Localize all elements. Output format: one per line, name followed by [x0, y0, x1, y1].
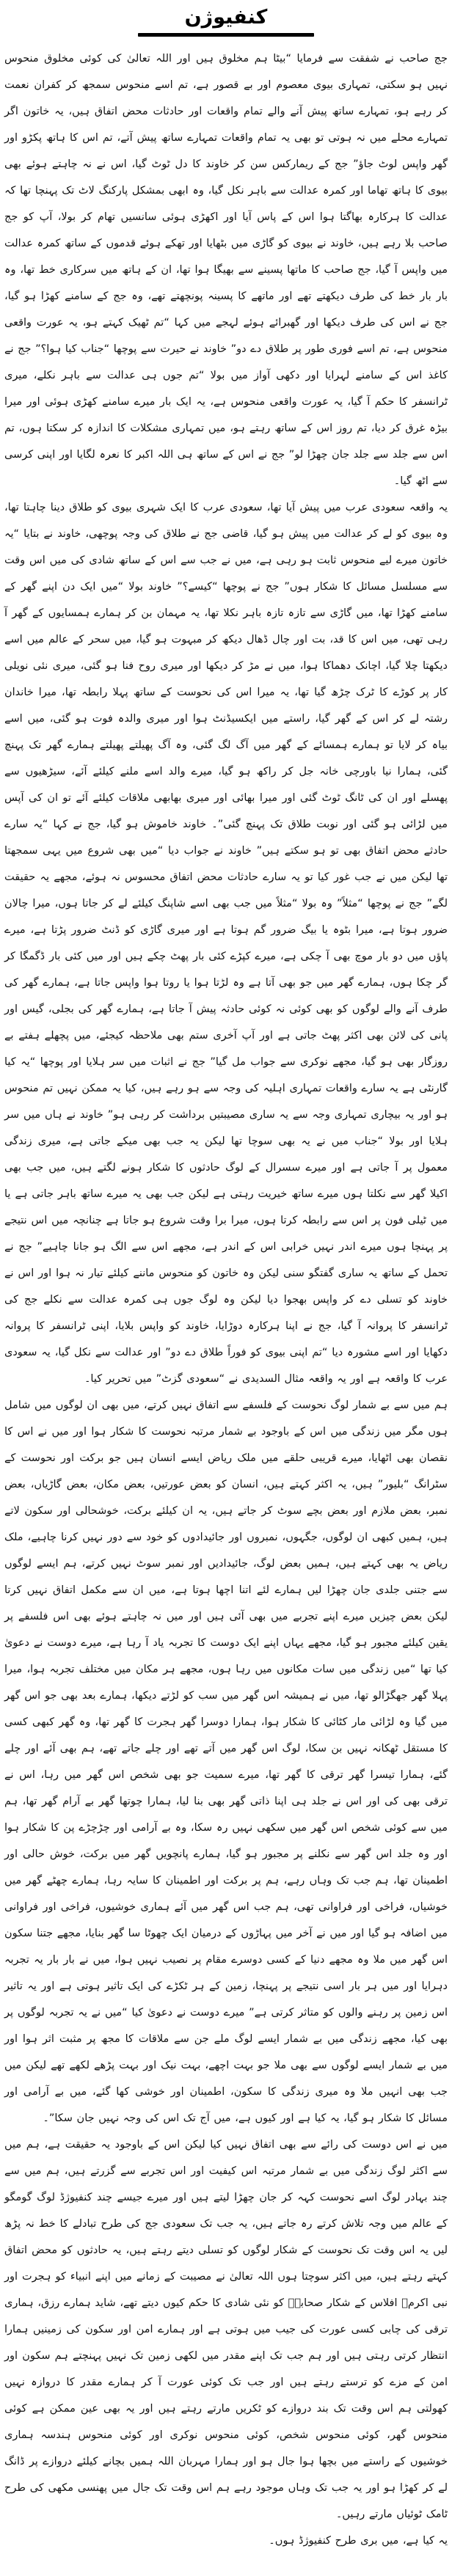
- article-paragraph-1: جج صاحب نے شفقت سے فرمایا “بیٹا ہم مخلوق ہیں اور اللہ تعالیٰ کی کوئی مخلوق منحوس نہیں ہو سکتی، تمہاری بیوی معصوم اور بے قصور ہے، تم اسے منحوس سمجھ کر کفران نعمت کر رہے ہو، تمہارے ساتھ پیش آنے والے تمام واقعات اور حادثات محض اتفاق ہیں، یہ خاتون اگر تمہارے محلے میں نہ ہوتی تو بھی یہ تمام واقعات تمہارے ساتھ پیش آتے، تم اس کا ہاتھ پکڑو اور گھر واپس لوٹ جاؤ” جج کے ریمارکس سن کر خاوند کا دل ٹوٹ گیا، اس نے نہ چاہتے ہوئے بھی بیوی کا ہاتھ تھاما اور کمرہ عدالت سے باہر نکل گیا، وہ ابھی بمشکل پارکنگ لاٹ تک پہنچا تھا کہ عدالت کا ہرکارہ بھاگتا ہوا اس کے پاس آیا اور اکھڑی ہوئی سانسیں تھام کر بولا، آپ کو جج صاحب بلا رہے ہیں، خاوند نے بیوی کو گاڑی میں بٹھایا اور تھکے ہوئے قدموں کے ساتھ کمرہ عدالت میں واپس آ گیا، جج صاحب کا ماتھا پسینے سے بھیگا ہوا تھا، ان کے ہاتھ میں سرکاری خط تھا، وہ بار بار خط کی طرف دیکھتے تھے اور ماتھے کا پسینہ پونچھتے تھے، وہ جج کے سامنے کھڑا ہو گیا، جج نے اس کی طرف دیکھا اور گھبرائے ہوئے لہجے میں کہا “تم ٹھیک کہتے ہو، یہ عورت واقعی منحوس ہے، تم اسے فوری طور پر طلاق دے دو” خاوند نے حیرت سے پوچھا “جناب کیا ہوا؟” جج نے کاغذ اس کے سامنے لہرایا اور دکھی آواز میں بولا “تم جوں ہی عدالت سے باہر نکلے، میری ٹرانسفر کا حکم آ گیا، یہ عورت واقعی منحوس ہے، یہ ایک بار میرے سامنے کھڑی ہوئی اور میرا بیڑہ غرق کر دیا، تم روز اس کے ساتھ رہتے ہو، میں تمہاری مشکلات کا اندازہ کر سکتا ہوں، تم اس سے جلد سے جلد جان چھڑا لو” جج نے اس کے ساتھ ہی اللہ اکبر کا نعرہ لگایا اور اپنی کرسی سے اٹھ گیا۔: [4, 53, 448, 488]
- article-paragraph-3: ہم میں سے بے شمار لوگ نحوست کے فلسفے سے اتفاق نہیں کرتے، میں بھی ان لوگوں میں شامل ہوں مگر میں زندگی میں اس کے باوجود بے شمار مرتبہ نحوست کا شکار ہوا اور میں نے اس کا نقصان بھی اٹھایا، میرے قریبی حلقے میں ملک ریاض ایسے انسان ہیں جو برکت اور نحوست کے سٹرانگ “بلیور” ہیں، یہ اکثر کہتے ہیں، انسان کو بعض عورتیں، بعض مکان، بعض گاڑیاں، بعض نمبر، بعض ملازم اور بعض بچے سوٹ کر جاتے ہیں، یہ ان کیلئے برکت، خوشحالی اور سکون لاتے ہیں، ہمیں کبھی ان لوگوں، جگہوں، نمبروں اور جائیدادوں کو خود سے دور نہیں کرنا چاہیے، ملک ریاض یہ بھی کہتے ہیں، ہمیں بعض لوگ، جائیدادیں اور نمبر سوٹ نہیں کرتے، ہم ایسے لوگوں سے جتنی جلدی جان چھڑا لیں ہمارے لئے اتنا اچھا ہوتا ہے، میں ان سے مکمل اتفاق نہیں کرتا لیکن بعض چیزیں میرے اپنے تجربے میں بھی آئی ہیں اور میں نہ چاہتے ہوئے بھی اس فلسفے پر یقین کیلئے مجبور ہو گیا، مجھے یہاں اپنے ایک دوست کا تجربہ یاد آ رہا ہے، میرے دوست نے دعویٰ کیا تھا “میں زندگی میں سات مکانوں میں رہا ہوں، مجھے ہر مکان میں مختلف تجربہ ہوا، میرا پہلا گھر جھگڑالو تھا، میں نے ہمیشہ اس گھر میں سب کو لڑتے دیکھا، ہمارے بعد بھی جو اس گھر میں گیا وہ لڑائی مار کٹائی کا شکار ہوا، ہمارا دوسرا گھر ہجرت کا گھر تھا، وہ گھر کبھی کسی کا مستقل ٹھکانہ نہیں بن سکا، لوگ اس گھر میں آتے تھے اور چلے جاتے تھے، ہم بھی آئے اور چلے گئے، ہمارا تیسرا گھر ترقی کا گھر تھا، میرے سمیت جو بھی شخص اس گھر میں رہا، اس نے ترقی بھی کی اور اس نے جلد ہی اپنا ذاتی گھر بھی بنا لیا، ہمارا چوتھا گھر بے آرام گھر تھا، ہم میں سے کوئی شخص اس گھر میں سکھی نہیں رہ سکا، وہ بے آرامی اور چڑچڑے پن کا شکار ہوا اور وہ جلد اس گھر سے نکلنے پر مجبور ہو گیا، ہمارے پانچویں گھر میں برکت، خوش حالی اور اطمینان تھا، ہم جب تک وہاں رہے، ہم پر برکت اور اطمینان کا سایہ رہا، ہمارے چھٹے گھر میں خوشیاں، فراخی اور فراوانی تھی، ہم جب اس گھر میں آئے ہماری خوشیوں، فراخی اور فراوانی میں اضافہ ہو گیا اور میں نے آخر میں پہاڑوں کے درمیان ایک چھوٹا سا گھر بنایا، مجھے جتنا سکون اس گھر میں ملا وہ مجھے دنیا کے کسی دوسرے مقام پر نصیب نہیں ہوا، میں نے بار بار یہ تجربہ دہرایا اور میں ہر بار اسی نتیجے پر پہنچا، زمین کے ہر ٹکڑے کی ایک تاثیر ہوتی ہے اور یہ تاثیر اس زمین پر رہنے والوں کو متاثر کرتی ہے” میرے دوست نے دعویٰ کیا “میں نے یہ تجربہ لوگوں پر بھی کیا، مجھے زندگی میں بے شمار ایسے لوگ ملے جن سے ملاقات کا مجھ پر مثبت اثر ہوا اور میں بے شمار ایسے لوگوں سے بھی ملا جو بہت اچھے، بہت نیک اور بہت پڑھے لکھے تھے لیکن میں جب بھی انہیں ملا وہ میری زندگی کا سکون، اطمینان اور خوشی کھا گئے، میں بے آرامی اور مسائل کا شکار ہو گیا، یہ کیا ہے اور کیوں ہے، میں آج تک اس کی وجہ نہیں جان سکا”۔: [4, 1399, 448, 2125]
- title-divider: [138, 33, 314, 37]
- article-header: [4, 4, 448, 37]
- article-paragraph-5: یہ کیا ہے، میں بری طرح کنفیوژڈ ہوں۔: [269, 2535, 448, 2547]
- article-body: [4, 45, 448, 2554]
- article-paragraph-2: یہ واقعہ سعودی عرب میں پیش آیا تھا، سعودی عرب کا ایک شہری بیوی کو طلاق دینا چاہتا تھا، وہ بیوی کو لے کر عدالت میں پیش ہو گیا، قاضی جج نے طلاق کی وجہ پوچھی، خاوند نے بتایا “یہ خاتون میرے لیے منحوس ثابت ہو رہی ہے، میں نے جب سے اس کے ساتھ شادی کی میں اس وقت سے مسلسل مسائل کا شکار ہوں” جج نے پوچھا “کیسے؟” خاوند بولا “میں ایک دن اپنے گھر کے سامنے کھڑا تھا، میں گاڑی سے تازہ تازہ باہر نکلا تھا، یہ مہمان بن کر ہمارے ہمسایوں کے گھر آ رہی تھی، میں اس کا قد، بت اور چال ڈھال دیکھ کر مبہوت ہو گیا، میں سحر کے عالم میں اسے دیکھتا چلا گیا، اچانک دھماکا ہوا، میں نے مڑ کر دیکھا اور میری روح فنا ہو گئی، میری نئی نویلی کار پر کوڑے کا ٹرک چڑھ گیا تھا، یہ میرا اس کی نحوست کے ساتھ پہلا رابطہ تھا، میرا خاندان رشتہ لے کر اس کے گھر گیا، راستے میں ایکسیڈنٹ ہوا اور میری والدہ فوت ہو گئی، میں اسے بیاہ کر لایا تو ہمارے ہمسائے کے گھر میں آگ لگ گئی، وہ آگ پھیلتے پھیلتے ہمارے گھر تک پہنچ گئی، ہمارا نیا باورچی خانہ جل کر راکھ ہو گیا، میرے والد اسے ملنے کیلئے آئے، سیڑھیوں سے پھسلے اور ان کی ٹانگ ٹوٹ گئی اور میرا بھائی اور میری بھابھی ملاقات کیلئے آئے تو ان کی آپس میں لڑائی ہو گئی اور نوبت طلاق تک پہنچ گئی”۔ خاوند خاموش ہو گیا، جج نے کہا “یہ سارے حادثے محض اتفاق بھی تو ہو سکتے ہیں” خاوند نے جواب دیا “میں بھی شروع میں یہی سمجھتا تھا لیکن میں نے جب غور کیا تو یہ سارے حادثات محض اتفاق محسوس نہ ہوئے، مجھے یہ حقیقت لگے” جج نے پوچھا “مثلاً” وہ بولا “مثلاً میں جب بھی اسے شاپنگ کیلئے لے کر جاتا ہوں، میرا چالان ضرور ہوتا ہے، میرا بٹوہ یا بیگ ضرور گم ہوتا ہے اور میری گاڑی کو ڈنٹ ضرور پڑتا ہے، میرے پاؤں میں دو بار موچ بھی آ چکی ہے، میرے کپڑے کئی بار پھٹ چکے ہیں اور میں کئی بار ڈگمگا کر گر چکا ہوں، ہمارے گھر میں جو بھی آتا ہے وہ لڑتا ہوا یا روتا ہوا واپس جاتا ہے، ہمارے گھر کی طرف آنے والے لوگوں کو بھی کوئی نہ کوئی حادثہ پیش آ جاتا ہے، ہمارے گھر کی بجلی، گیس اور پانی کی لائن بھی اکثر پھٹ جاتی ہے اور آپ آخری ستم بھی ملاحظہ کیجئے، میں پچھلے ہفتے بے روزگار بھی ہو گیا، مجھے نوکری سے جواب مل گیا” جج نے اثبات میں سر ہلایا اور پوچھا “یہ کیا گارنٹی ہے یہ سارے واقعات تمہاری اہلیہ کی وجہ سے ہو رہے ہیں، کیا یہ ممکن نہیں تم منحوس ہو اور یہ بیچاری تمہاری وجہ سے یہ ساری مصیبتیں برداشت کر رہی ہو” خاوند نے ہاں میں سر ہلایا اور بولا “جناب میں نے یہ بھی سوچا تھا لیکن یہ جب بھی میکے جاتی ہے، میری زندگی معمول پر آ جاتی ہے اور میرے سسرال کے لوگ حادثوں کا شکار ہونے لگتے ہیں، میں جب بھی اکیلا گھر سے نکلتا ہوں میرے ساتھ خیریت رہتی ہے لیکن جب بھی یہ میرے ساتھ باہر جاتی ہے یا میں ٹیلی فون پر اس سے رابطہ کرتا ہوں، میرا برا وقت شروع ہو جاتا ہے چنانچہ میں اس نتیجے پر پہنچا ہوں میرے اندر نہیں خرابی اس کے اندر ہے، مجھے اس سے الگ ہو جانا چاہیے” جج نے تحمل کے ساتھ یہ ساری گفتگو سنی لیکن وہ خاتون کو منحوس ماننے کیلئے تیار نہ ہوا اور اس نے خاوند کو تسلی دے کر واپس بھجوا دیا لیکن وہ لوگ جوں ہی کمرہ عدالت سے نکلے جج کی ٹرانسفر کا پروانہ آ گیا، جج نے اپنا ہرکارہ دوڑایا، خاوند کو واپس بلایا، اپنی ٹرانسفر کا پروانہ دکھایا اور اسے مشورہ دیا “تم اپنی بیوی کو فوراً طلاق دے دو” اور عدالت سے نکل گیا، یہ سعودی عرب کا واقعہ ہے اور یہ واقعہ مثال السدیدی نے “سعودی گزٹ” میں تحریر کیا۔: [4, 502, 448, 1386]
- article-paragraph-4: میں نے اس دوست کی رائے سے بھی اتفاق نہیں کیا لیکن اس کے باوجود یہ حقیقت ہے، ہم میں سے اکثر لوگ زندگی میں بے شمار مرتبہ اس کیفیت اور اس تجربے سے گزرتے ہیں، ہم میں سے چند بہادر لوگ اسے نحوست کہہ کر جان چھڑا لیتے ہیں اور میرے جیسے چند کنفیوژڈ لوگ گومگو کے عالم میں وجہ تلاش کرتے رہ جاتے ہیں، یہ جب تک سعودی جج کی طرح تبادلے کا خط نہ پڑھ لیں یہ اس وقت تک نحوست کے شکار لوگوں کو تسلی دیتے رہتے ہیں، یہ حادثوں کو محض اتفاق کہتے رہتے ہیں، میں اکثر سوچتا ہوں اللہ تعالیٰ نے مصیبت کے زمانے میں اپنے انبیاء کو ہجرت اور نبی اکرمؐ افلاس کے شکار صحابہؓ کو نئی شادی کا حکم کیوں دیتے تھے، شاید ہمارے رزق، ہماری ترقی کی چابی کسی عورت کی جیب میں ہوتی ہے اور ہمارے امن اور سکون کی زمینیں ہمارا انتظار کرتی رہتی ہیں اور ہم جب تک اپنے مقدر میں لکھی زمین تک نہیں پہنچتے ہم سکون اور امن کے مزے کو ترستے رہتے ہیں اور جب تک کوئی عورت آ کر ہمارے مقدر کا دروازہ نہیں کھولتی ہم اس وقت تک بند دروازے کو ٹکریں مارتے رہتے ہیں اور یہ بھی عین ممکن ہے کوئی منحوس گھر، کوئی منحوس شخص، کوئی منحوس نوکری اور کوئی منحوس ہندسہ ہماری خوشیوں کے راستے میں بچھا ہوا جال ہو اور ہمارا مہربان اللہ ہمیں بچانے کیلئے دروازے پر ڈانگ لے کر کھڑا ہو اور یہ جب تک وہاں موجود رہے ہم اس وقت تک جال میں پھنسی مکھی کی طرح ٹامک ٹوئیاں مارتے رہیں۔: [4, 2139, 448, 2521]
- article-title: کنفیوژن: [184, 6, 268, 29]
